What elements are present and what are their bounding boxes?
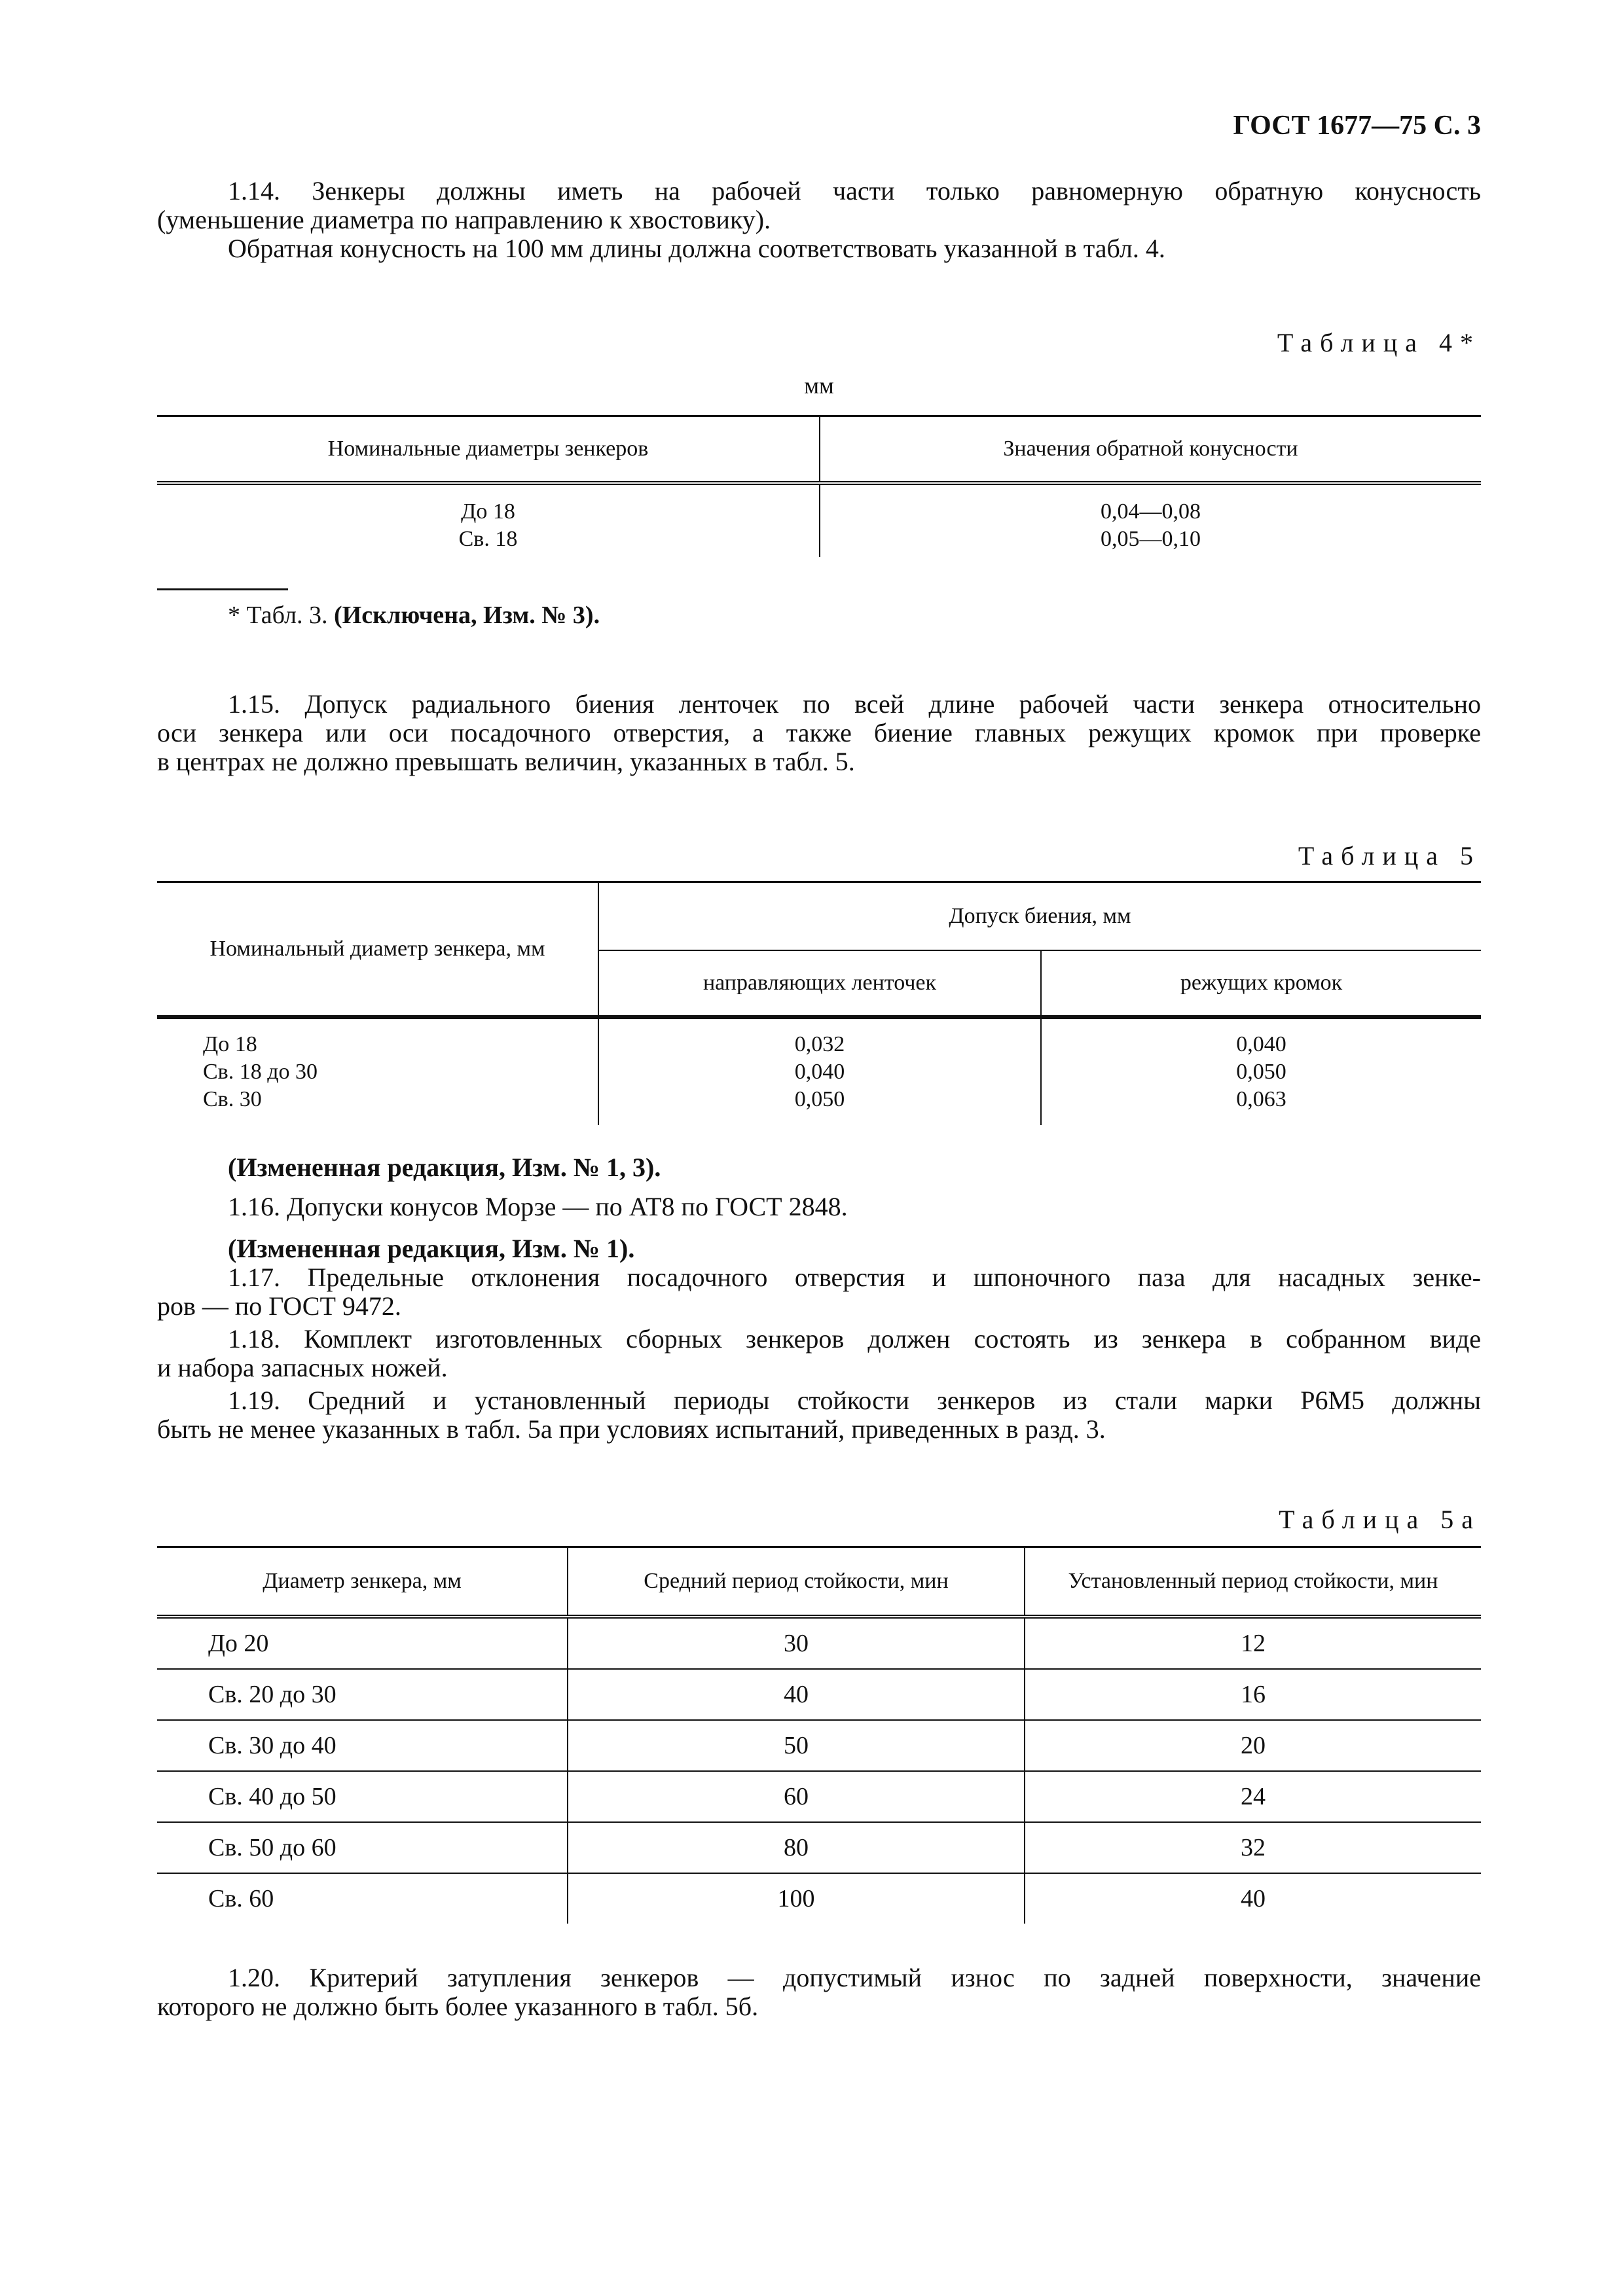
table5a-set: 12 — [1025, 1617, 1481, 1669]
table-row — [157, 1617, 1481, 1669]
table4-diameter-1: Св. 18 — [458, 527, 518, 551]
paragraph-1-18 — [157, 1325, 1481, 1382]
table4-units: мм — [804, 372, 834, 399]
table4-diameter-0: До 18 — [461, 499, 515, 524]
paragraph-1-20 — [157, 1964, 1481, 2021]
footnote-prefix: * Табл. 3. — [228, 601, 328, 629]
paragraph-1-14-line1: 1.14. Зенкеры должны иметь на рабочей части только равномерную обратную конусность — [228, 176, 1481, 206]
paragraph-1-19-line1: 1.19. Средний и установленный периоды стойкости зенкеров из стали марки Р6М5 должны — [228, 1386, 1481, 1415]
table5a-set: 32 — [1025, 1822, 1481, 1873]
table5a-diameter: Св. 30 до 40 — [157, 1720, 568, 1771]
table5a-set: 16 — [1025, 1669, 1481, 1720]
table-row — [157, 1720, 1481, 1771]
table5a-diameter: До 20 — [157, 1617, 568, 1669]
table5-guides-1: 0,040 — [794, 1060, 845, 1084]
paragraph-1-20-line2: которого не должно быть более указанного в табл. 5б. — [157, 1992, 759, 2021]
table-row — [157, 1822, 1481, 1873]
paragraph-1-16-line1: 1.16. Допуски конусов Морзе — по АТ8 по ГОСТ 2848. — [228, 1192, 848, 1221]
paragraph-1-17-line1: 1.17. Предельные отклонения посадочного отверстия и шпоночного паза для насадных зенке- — [228, 1263, 1481, 1292]
table5a-header-average: Средний период стойкости, мин — [568, 1547, 1025, 1617]
table5-edges-cell — [1041, 1017, 1481, 1125]
table4-header-taper: Значения обратной конусности — [820, 416, 1481, 484]
table5-diameter-1: Св. 18 до 30 — [203, 1060, 318, 1084]
table5-guides-0: 0,032 — [794, 1032, 845, 1056]
paragraph-1-17 — [157, 1263, 1481, 1321]
table4-taper-cell — [820, 483, 1481, 557]
table5-guides-cell — [598, 1017, 1041, 1125]
paragraph-1-14 — [157, 177, 1481, 263]
table5-diameter-2: Св. 30 — [203, 1087, 262, 1111]
table5-edges-0: 0,040 — [1236, 1032, 1286, 1056]
table4-taper-1: 0,05—0,10 — [1101, 527, 1201, 551]
table4-diameter-cell — [157, 483, 820, 557]
table5a-average: 40 — [568, 1669, 1025, 1720]
table5-title: Таблица 5 — [1298, 841, 1481, 870]
footnote-rule — [157, 588, 288, 590]
footnote-text: (Исключена, Изм. № 3). — [333, 601, 600, 629]
table5-edges-2: 0,063 — [1236, 1087, 1286, 1111]
table-row — [157, 483, 1481, 557]
paragraph-1-15 — [157, 690, 1481, 776]
table5a-diameter: Св. 20 до 30 — [157, 1669, 568, 1720]
table5a-set: 24 — [1025, 1771, 1481, 1822]
edition-note-1: (Измененная редакция, Изм. № 1). — [228, 1234, 635, 1263]
table-row — [157, 1771, 1481, 1822]
paragraph-1-17-line2: ров — по ГОСТ 9472. — [157, 1291, 401, 1321]
table5-header-group: Допуск биения, мм — [598, 882, 1481, 951]
table5a-diameter: Св. 50 до 60 — [157, 1822, 568, 1873]
table5-header-guides: направляющих ленточек — [598, 950, 1041, 1017]
paragraph-1-15-line1: 1.15. Допуск радиального биения ленточек по всей длине рабочей части зенкера относительно — [228, 689, 1481, 719]
table5-diameter-0: До 18 — [203, 1032, 257, 1056]
table5a-set: 20 — [1025, 1720, 1481, 1771]
table5-header-diameter: Номинальный диаметр зенкера, мм — [157, 882, 598, 1018]
edition-note-1-3: (Измененная редакция, Изм. № 1, 3). — [228, 1153, 661, 1182]
table-row — [157, 1017, 1481, 1125]
table4-title: Таблица 4* — [1277, 328, 1481, 357]
table5-edges-1: 0,050 — [1236, 1060, 1286, 1084]
table5a-diameter: Св. 60 — [208, 1885, 274, 1912]
paragraph-1-15-line3: в центрах не должно превышать величин, указанных в табл. 5. — [157, 747, 855, 776]
table-row — [157, 1873, 1481, 1924]
table5-header-edges: режущих кромок — [1041, 950, 1481, 1017]
table5a-title: Таблица 5а — [1279, 1505, 1481, 1534]
table5a-average: 60 — [568, 1771, 1025, 1822]
table4-taper-0: 0,04—0,08 — [1101, 499, 1201, 524]
table-5 — [157, 881, 1481, 1125]
table-5a — [157, 1546, 1481, 1924]
footnote — [228, 601, 600, 630]
paragraph-1-19 — [157, 1386, 1481, 1444]
table5-guides-2: 0,050 — [794, 1087, 845, 1111]
table5a-average: 80 — [568, 1822, 1025, 1873]
table5a-average: 50 — [568, 1720, 1025, 1771]
table-row — [157, 1669, 1481, 1720]
paragraph-1-15-line2: оси зенкера или оси посадочного отверстия, а также биение главных режущих кромок при проверке — [157, 718, 1481, 747]
table5-diameter-cell — [157, 1017, 598, 1125]
paragraph-1-16 — [157, 1193, 1481, 1221]
paragraph-1-19-line2: быть не менее указанных в табл. 5а при условиях испытаний, приведенных в разд. 3. — [157, 1414, 1106, 1444]
paragraph-1-18-line2: и набора запасных ножей. — [157, 1353, 448, 1382]
table-4 — [157, 415, 1481, 557]
table4-header-diameters: Номинальные диаметры зенкеров — [157, 416, 820, 484]
table5a-diameter: Св. 40 до 50 — [157, 1771, 568, 1822]
paragraph-1-14-line3: Обратная конусность на 100 мм длины должна соответствовать указанной в табл. 4. — [228, 234, 1165, 263]
table5a-header-diameter: Диаметр зенкера, мм — [157, 1547, 568, 1617]
paragraph-1-18-line1: 1.18. Комплект изготовленных сборных зенкеров должен состоять из зенкера в собранном виде — [228, 1324, 1481, 1354]
page-header: ГОСТ 1677—75 С. 3 — [1233, 111, 1481, 141]
paragraph-1-20-line1: 1.20. Критерий затупления зенкеров — допустимый износ по задней поверхности, значение — [228, 1963, 1481, 1992]
table5a-header-set: Установленный период стойкости, мин — [1025, 1547, 1481, 1617]
table5a-average: 100 — [568, 1873, 1025, 1924]
table5a-average: 30 — [568, 1617, 1025, 1669]
table5a-set: 40 — [1025, 1873, 1481, 1924]
paragraph-1-14-line2: (уменьшение диаметра по направлению к хвостовику). — [157, 205, 771, 234]
